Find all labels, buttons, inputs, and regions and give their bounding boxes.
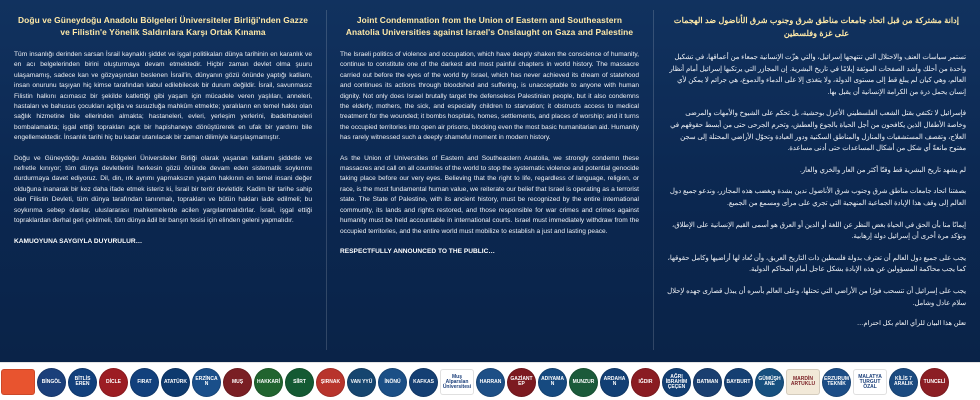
english-paragraph-1: The Israeli politics of violence and occupation, which have deeply shaken the conscience of humanity, continue to constitute one of the darkest and most painful chapters in world history. The massacre carried out before the eyes of the world by Israel, which has never achieved its dream of statehood and continues its actions through bloodshed and suffering, is unacceptable to anyone with human dignity. Not only does Israel brutally target the defenseless Palestinian people, but it also condemns the elderly, mothers, the sick, and especially children to starvation; it obstructs access to medical treatment for the wounded; it bombs hospitals, homes, settlements, and places of worship; and it turns the occupied territories into open air prisons, blocking even the most basic humanitarian aid. Humanity has rarely witnessed such a deeply shameful moment in modern history. <box>340 51 639 142</box>
turkish-paragraph-1: Tüm insanlığı derinden sarsan İsrail kaynaklı şiddet ve işgal politikaları dünya tarihinin en karanlık ve en acı belgelerinden birini oluşturmaya devam etmektedir. Hiçbir zaman devlet olma şuuru ulaşamamış, sadece kan ve gözyaşından beslenen İsrail'in, dünyanın gözü önünde yaptığı katliam, insan onurunu taşıyan hiç kimse tarafından kabul edilebilecek bir durum değildir. İsrail, savunmasız Filistin halkını acımasız bir şekilde katlettiği gibi yaşam için mücadele veren yaşlıları, anneleri, hastaları ve bahusus çocukları açlığa ve susuzluğa mahkûm etmekte; yaralıların en temel hakkı olan sağlık hizmetine bile ellerinden almakta; hastaneleri, evleri, yerleşim yerlerini, ibadethaneleri bombalamakta; işgal ettiği toprakları açık bir hapishaneye dönüştürerek en ufak bir yardımı bile engellemektedir. İnsanlık tarihi hiç bu kadar utanılacak bir zaman dilimiyle karşılaşmamıştır. <box>14 51 312 142</box>
turkish-paragraph-2: Doğu ve Güneydoğu Anadolu Bölgeleri Üniversiteler Birliği olarak yaşanan katliamı şiddetle ve nefretle kınıyor; tüm dünya devletlerini herkesin gözü önünde devam eden sistematik soykırımı durdurmaya davet ediyoruz. Dil, din, ırk ayrımı yapmaksızın yaşam hakkının en temel insani değer olduğuna inanarak bir kez daha ifade etmek isteriz ki, İsrail bir terör devletidir. Kadim bir tarihe sahip olan Filistin Devleti, tüm dünya tarafından tanınmalı, toprakları ve bütün hakları iade edilmeli; bu soykırıma sebep olanlar, uluslararası mahkemelerde acilen yargılanmalıdırlar. İsrail, işgal ettiği topraklardan derhal geri çekilmeli, tüm dünya âdil bir barışın tesisi için elinden geleni yapmalıdır. <box>14 154 312 225</box>
arabic-closing: تعلن هذا البيان للرأي العام بكل احترام… <box>856 320 966 328</box>
university-logo <box>724 368 753 397</box>
university-logo-label: BİNGÖL <box>41 378 62 385</box>
arabic-paragraph-2: فإسرائيل لا تكتفي بقتل الشعب الفلسطيني الأعزل بوحشية، بل تحكم على الشيوخ والأمهات والمرضى وخاصة الأطفال الذين يكافحون من أجل الحياة بالجوع والعطش، وتحرم الجرحى حتى من أبسط حقوقهم في العلاج، وتقصف المستشفيات والمنازل والمناطق السكنية ودور العبادة وتحوّل الأراضي المحتلة إلى سجن مفتوح مانعةً أي شكل من أشكال المساعدات حتى أدنى مساعدة. <box>670 110 966 153</box>
university-logo-label: MUNZUR <box>572 378 595 385</box>
arabic-paragraph-6: يجب على جميع دول العالم أن تعترف بدولة فلسطين ذات التاريخ العريق، وأن تُعاد لها أراضيها وكامل حقوقها، كما يجب محاكمة المسؤولين عن هذه الإبادة بشكل عاجل أمام المحاكم الدولية. <box>667 254 966 274</box>
university-logo <box>316 368 345 397</box>
english-closing: RESPECTFULLY ANNOUNCED TO THE PUBLIC… <box>340 247 495 255</box>
university-logo-label: ERZURUM TEKNİK <box>824 376 849 387</box>
university-logo <box>409 368 438 397</box>
university-logo-label: ARDAHAN <box>603 376 626 387</box>
university-logo <box>285 368 314 397</box>
university-logo <box>347 368 376 397</box>
english-title: Joint Condemnation from the Union of Eastern and Southeastern Anatolia Universities against Israel's Onslaught on Gaza and Palestine <box>345 15 634 37</box>
university-logo-label: IĞDIR <box>638 378 653 385</box>
university-logo-label: TUNCELİ <box>923 378 946 385</box>
university-logo-label: HARRAN <box>479 378 502 385</box>
university-logo-label: DİCLE <box>106 378 121 385</box>
university-logo <box>130 368 159 397</box>
university-logo-label: BATMAN <box>696 378 719 385</box>
university-logo <box>223 368 252 397</box>
university-logo-label: AĞRI İBRAHİM ÇEÇEN <box>665 373 688 390</box>
university-logo <box>569 368 598 397</box>
university-logo-label: ERZİNCAN <box>195 376 218 387</box>
university-logo <box>786 369 820 395</box>
university-logo <box>853 369 887 395</box>
university-logo-label: GAZİANTEP <box>510 376 533 387</box>
turkish-closing: KAMUOYUNA SAYGIYLA DUYURULUR… <box>14 237 143 245</box>
university-logo <box>920 368 949 397</box>
university-logo <box>693 368 722 397</box>
university-logo <box>1 369 35 395</box>
university-logo-label: BAYBURT <box>726 378 751 385</box>
university-logo <box>440 369 474 395</box>
university-logo <box>600 368 629 397</box>
arabic-title: إدانة مشتركة من قبل اتحاد جامعات مناطق شرق وجنوب شرق الأناضول ضد الهجمات على غزة وفلسطين <box>673 16 960 38</box>
university-logo <box>507 368 536 397</box>
university-logo-label <box>17 381 19 383</box>
column-english <box>326 0 653 362</box>
university-logo-bar <box>0 362 980 400</box>
turkish-title: Doğu ve Güneydoğu Anadolu Bölgeleri Üniversiteler Birliği'nden Gazze ve Filistin'e Yönelik Saldırılara Karşı Ortak Kınama <box>18 15 309 37</box>
arabic-paragraph-3: لم يشهد تاريخ البشرية قط وقتًا أكثر من العار والخزي والعار. <box>799 166 966 174</box>
university-logo <box>755 368 784 397</box>
arabic-paragraph-7: يجب على إسرائيل أن تنسحب فورًا من الأراضي التي تحتلها، وعلى العالم بأسره أن يبذل قصارى جهده لإحلال سلام عادل وشامل. <box>667 287 966 307</box>
university-logo-label: İNÖNÜ <box>384 378 401 385</box>
university-logo <box>192 368 221 397</box>
university-logo <box>99 368 128 397</box>
university-logo <box>889 368 918 397</box>
university-logo-label: ATATÜRK <box>163 378 188 385</box>
university-logo <box>254 368 283 397</box>
university-logo-label: KAFKAS <box>413 378 434 385</box>
arabic-paragraph-1: تستمر سياسات العنف والاحتلال التي تنتهجها إسرائيل، والتي هزّت الإنسانية جمعاء من أعماقها، في تشكيل واحدة من أحلك وأشد الصفحات الموثقة إيلامًا في تاريخ البشرية. إن المجازر التي يرتكبها إسرائيل أمام أنظار العالم، وهي كيان لم يبلغ قط إلى مستوى الدولة، ولا يتغذى إلا على الدماء والدموع، هي جرائم لا يمكن لأي إنسان يحمل ذرة من الكرامة الإنسانية أن يقبل بها. <box>669 54 966 96</box>
university-logo-label: FIRAT <box>137 378 152 385</box>
university-logo-label: KİLİS 7 ARALIK <box>894 376 913 387</box>
university-logo <box>631 368 660 397</box>
university-logo <box>476 368 505 397</box>
university-logo <box>161 368 190 397</box>
university-logo <box>662 368 691 397</box>
university-logo-label: HAKKARİ <box>256 378 281 385</box>
university-logo <box>37 368 66 397</box>
university-logo <box>822 368 851 397</box>
university-logo-label: SİİRT <box>293 378 306 385</box>
university-logo-label: VAN YYÜ <box>350 378 373 385</box>
university-logo-label: GÜMÜŞHANE <box>758 376 781 387</box>
column-arabic <box>653 0 980 362</box>
university-logo <box>538 368 567 397</box>
university-logo <box>68 368 97 397</box>
university-logo-label: MALATYA TURGUT ÖZAL <box>858 373 882 390</box>
university-logo-label: Muş Alparslan Üniversitesi <box>442 373 472 390</box>
university-logo-label: MARDİN ARTUKLU <box>790 376 816 387</box>
university-logo-label: ŞIRNAK <box>320 378 341 385</box>
arabic-paragraph-5: إيمانًا منا بأن الحق في الحياة بغض النظر عن اللغة أو الدين أو العرق هو أسمى القيم الإنسانية على الإطلاق، ونؤكد مرة أخرى أن إسرائيل دولة إرهابية. <box>672 221 966 241</box>
university-logo-label: MUŞ <box>231 378 244 385</box>
university-logo <box>378 368 407 397</box>
university-logo-label: ADIYAMAN <box>541 376 564 387</box>
university-logo-label: BİTLİS EREN <box>74 376 91 387</box>
arabic-paragraph-4: بصفتنا اتحاد جامعات مناطق شرق وجنوب شرق الأناضول ندين بشدة وبغضب هذه المجازر، وندعو جميع دول العالم إلى وقف هذا الإبادة الجماعية المنهجية التي تجري على مرأى ومسمع من الجميع. <box>669 188 966 207</box>
english-paragraph-2: As the Union of Universities of Eastern and Southeastern Anatolia, we strongly condemn these massacres and call on all countries of the world to stop the systematic violence and potential genocide taking place before our very eyes. Believing that the right to life, regardless of language, religion, or race, is the most fundamental human value, we reiterate our belief that Israel is operating as a terrorist state. The State of Palestine, with its ancient history, must be recognized by the entire international community, its lands and rights restored, and those responsible for war crimes and crimes against humanity must be held accountable in international courts. Israel must immediately withdraw from the occupied territories, and the entire world must mobilize to establish a just and lasting peace. <box>340 154 639 235</box>
column-turkish <box>0 0 326 362</box>
